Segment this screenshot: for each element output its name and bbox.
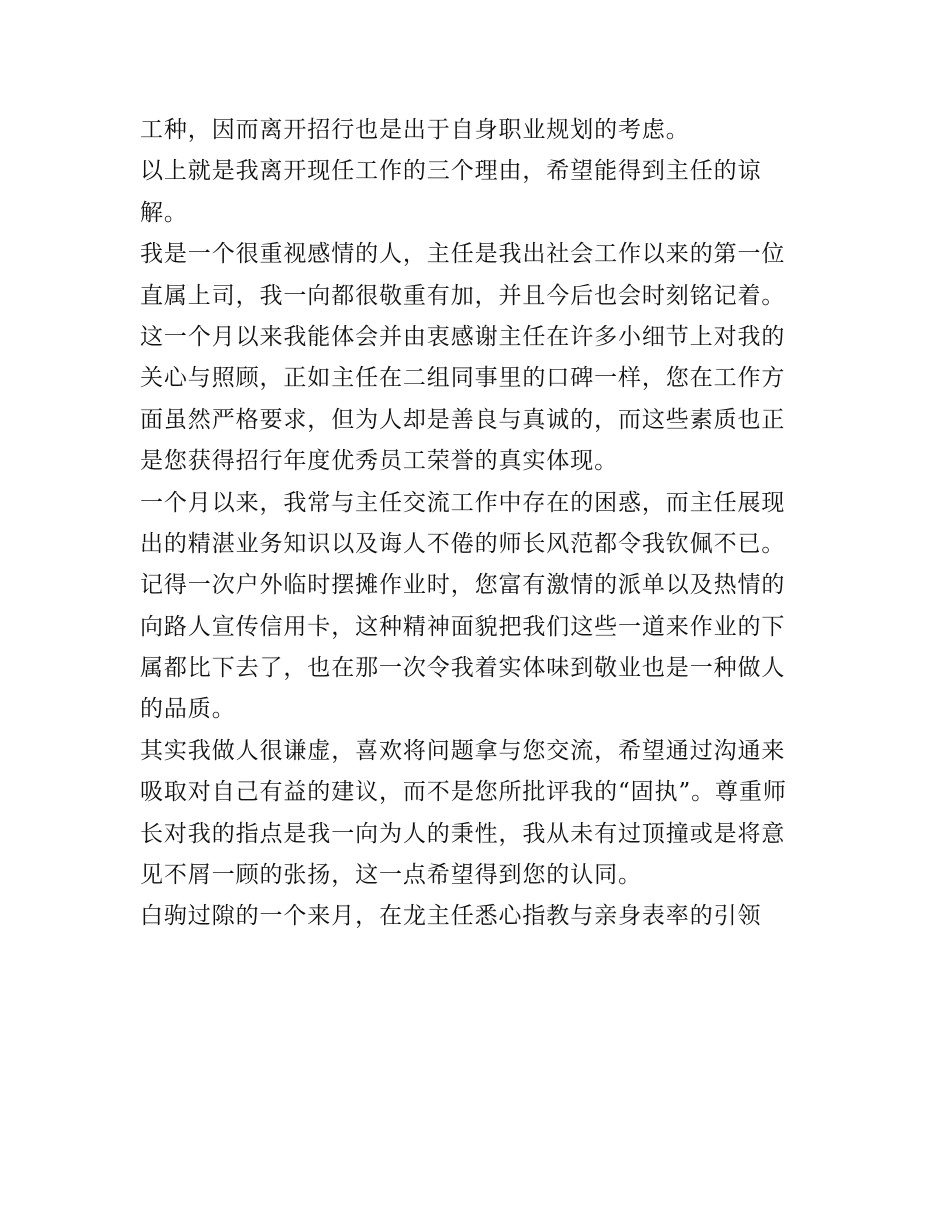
text-line: 向路人宣传信用卡，这种精神面貌把我们这些一道来作业的下 (140, 613, 786, 640)
text-line: 一个月以来，我常与主任交流工作中存在的困惑，而主任展现 (140, 489, 786, 516)
text-line: 解。 (140, 199, 188, 226)
text-line: 我是一个很重视感情的人，主任是我出社会工作以来的第一位 (140, 241, 786, 268)
text-line: 其实我做人很谦虚，喜欢将问题拿与您交流，希望通过沟通来 (140, 737, 786, 764)
text-line: 记得一次户外临时摆摊作业时，您富有激情的派单以及热情的 (140, 572, 786, 599)
text-line: 直属上司，我一向都很敬重有加，并且今后也会时刻铭记着。 (140, 282, 786, 309)
text-line: 的品质。 (140, 696, 236, 723)
text-line: 出的精湛业务知识以及诲人不倦的师长风范都令我钦佩不已。 (140, 530, 786, 557)
text-line: 以上就是我离开现任工作的三个理由，希望能得到主任的谅 (140, 158, 762, 185)
text-line: 这一个月以来我能体会并由衷感谢主任在许多小细节上对我的 (140, 323, 786, 350)
document-body (140, 110, 830, 938)
text-line: 面虽然严格要求，但为人却是善良与真诚的，而这些素质也正 (140, 406, 786, 433)
text-line: 关心与照顾，正如主任在二组同事里的口碑一样，您在工作方 (140, 365, 786, 392)
text-line: 见不屑一顾的张扬，这一点希望得到您的认同。 (140, 862, 642, 889)
text-line: 长对我的指点是我一向为人的秉性，我从未有过顶撞或是将意 (140, 820, 786, 847)
text-line: 吸取对自己有益的建议，而不是您所批评我的“固执”。尊重师 (140, 779, 787, 806)
text-line: 工种，因而离开招行也是出于自身职业规划的考虑。 (140, 117, 690, 143)
text-line: 是您获得招行年度优秀员工荣誉的真实体现。 (140, 448, 618, 475)
text-line: 属都比下去了，也在那一次令我着实体味到敬业也是一种做人 (140, 655, 786, 682)
text-line: 白驹过隙的一个来月，在龙主任悉心指教与亲身表率的引领 (140, 903, 762, 930)
